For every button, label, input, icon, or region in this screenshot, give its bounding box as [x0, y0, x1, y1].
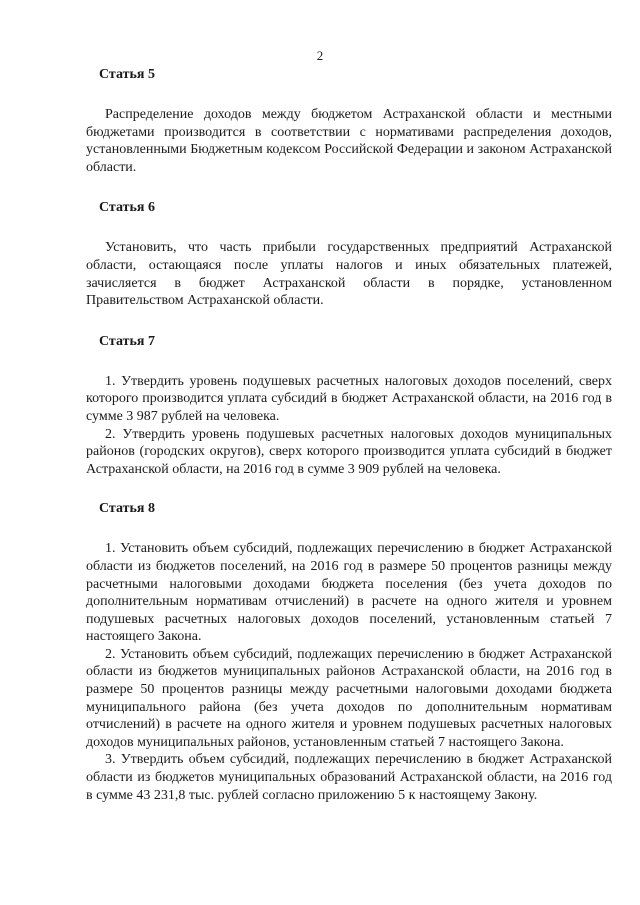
article-heading: Статья 6 [99, 200, 155, 216]
article-paragraph: Распределение доходов между бюджетом Астраханской области и местными бюджетами производится в соответствии с нормативами распределения доходов, установленными Бюджетным кодексом Российской Федерации и законом Астраханской области. [86, 107, 612, 175]
article-paragraph: Установить, что часть прибыли государственных предприятий Астраханской области, остающаяся после уплаты налогов и иных обязательных платежей, зачисляется в бюджет Астраханской области в порядке, установленном Правительством Астраханской области. [86, 240, 612, 309]
article-heading: Статья 8 [99, 501, 155, 517]
article-paragraph: 3. Утвердить объем субсидий, подлежащих перечислению в бюджет Астраханской области из бюджетов муниципальных образований Астраханской области, на 2016 год в сумме 43 231,8 тыс. рублей согласно приложению 5 к настоящему Закону. [86, 752, 612, 803]
article-6 [86, 199, 612, 309]
article-8 [86, 500, 612, 804]
article-7 [86, 333, 612, 479]
article-heading: Статья 7 [99, 333, 155, 349]
article-paragraph: 2. Утвердить уровень подушевых расчетных налоговых доходов муниципальных районов (городских округов), сверх которого производится уплата субсидий в бюджет Астраханской области, на 2016 год в сумме 3 909 рублей на человека. [86, 426, 612, 477]
article-paragraph: 2. Установить объем субсидий, подлежащих перечислению в бюджет Астраханской области из бюджетов муниципальных районов Астраханской области, на 2016 год в размере 50 процентов разницы между расчетными налоговыми доходами бюджета муниципального района (без учета доходов по дополнительным нормативам отчислений) в расчете на одного жителя и уровнем подушевых расчетных налоговых доходов муниципальных районов, установленным статьей 7 настоящего Закона. [86, 646, 612, 750]
page-number: 2 [316, 48, 324, 63]
article-5 [86, 66, 612, 176]
article-paragraph: 1. Утвердить уровень подушевых расчетных налоговых доходов поселений, сверх которого производится уплата субсидий в бюджет Астраханской области, на 2016 год в сумме 3 987 рублей на человека. [86, 373, 612, 424]
document-body [86, 66, 612, 827]
article-paragraph: 1. Установить объем субсидий, подлежащих перечислению в бюджет Астраханской области из бюджетов поселений, на 2016 год в размере 50 процентов разницы между расчетными налоговыми доходами бюджета поселения (без учета доходов по дополнительным нормативам отчислений) в расчете на одного жителя и уровнем подушевых расчетных налоговых доходов поселений, установленным статьей 7 настоящего Закона. [86, 541, 612, 645]
article-heading: Статья 5 [99, 67, 155, 82]
